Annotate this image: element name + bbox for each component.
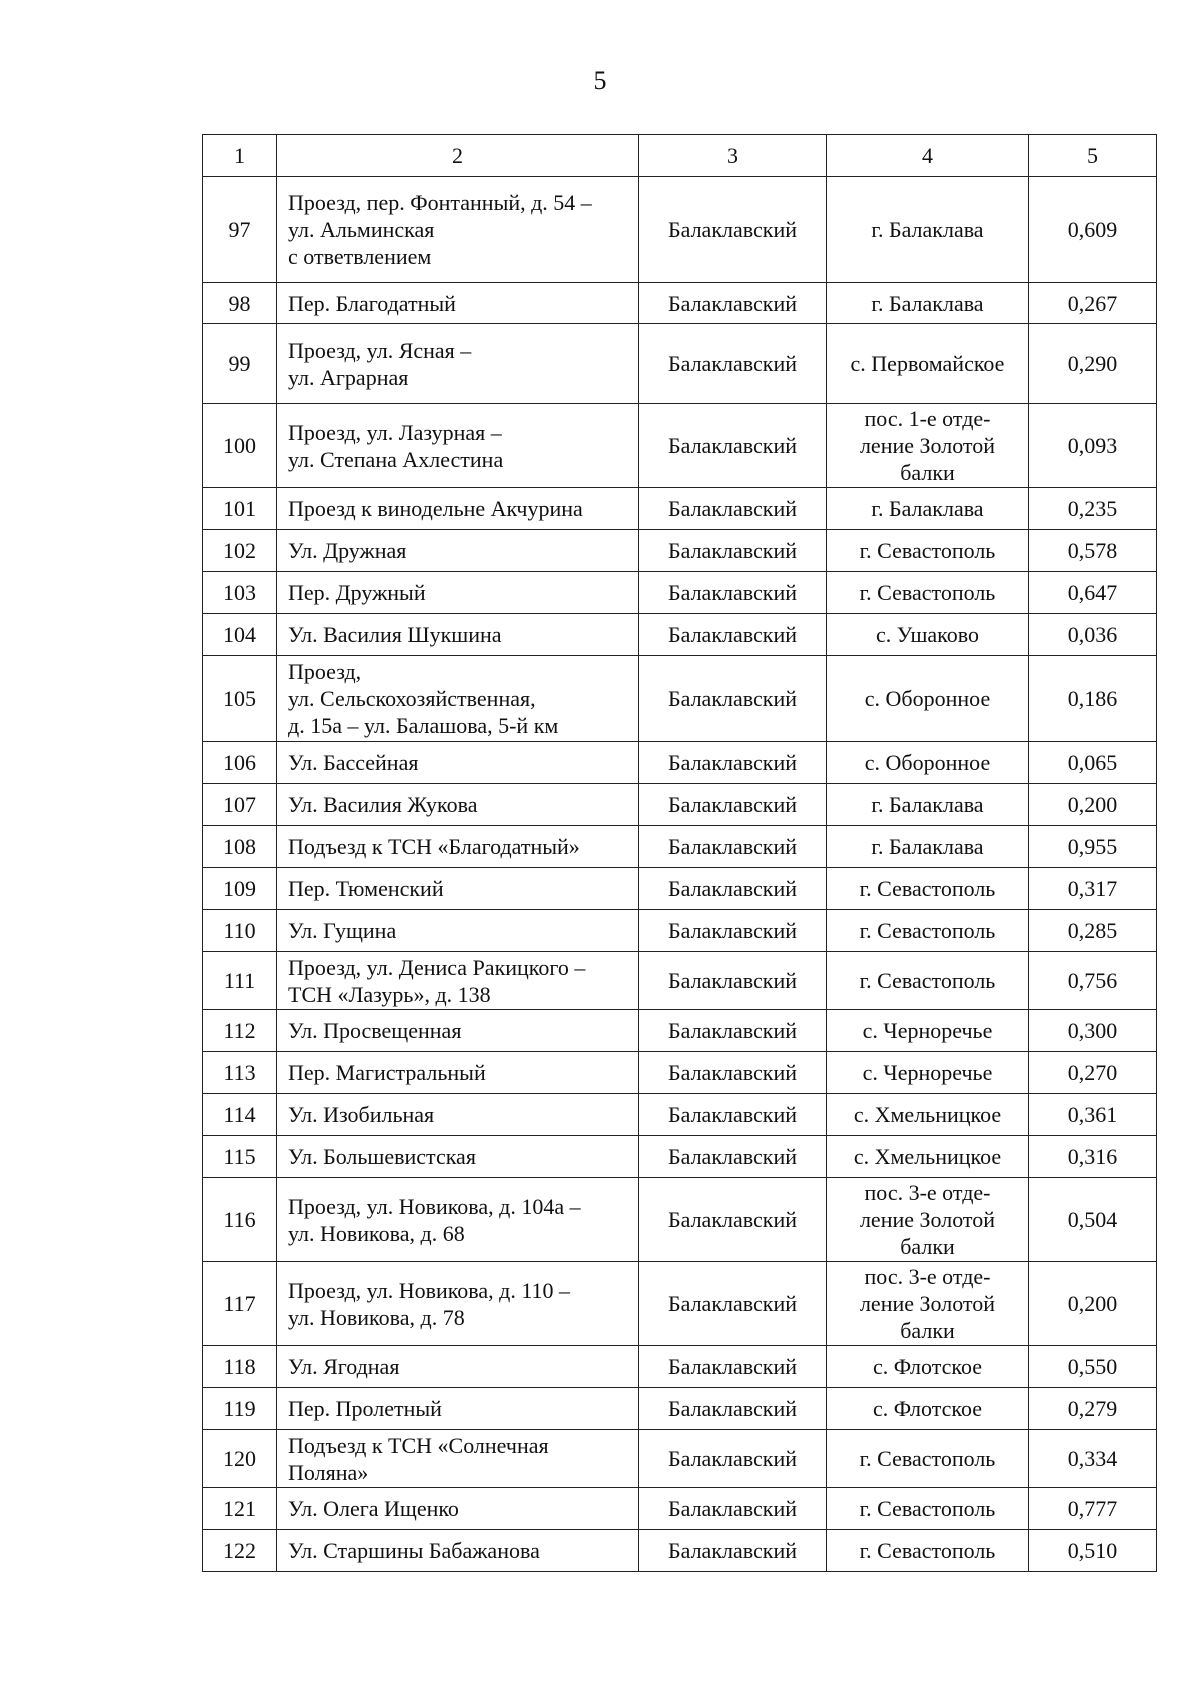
table-row [203, 1052, 1157, 1094]
table-row [203, 614, 1157, 656]
road-name-line: Пер. Тюменский [288, 876, 444, 901]
row-number: 117 [203, 1262, 277, 1346]
road-name-line: Пер. Благодатный [288, 290, 456, 316]
locality [827, 1136, 1029, 1178]
road-length: 0,200 [1029, 1262, 1157, 1346]
district: Балаклавский [639, 177, 827, 283]
locality-line: с. Флотское [873, 1396, 982, 1421]
district: Балаклавский [639, 742, 827, 784]
header-col-4: 4 [827, 135, 1029, 177]
district: Балаклавский [639, 952, 827, 1010]
district: Балаклавский [639, 614, 827, 656]
road-name [277, 1388, 639, 1430]
header-col-3: 3 [639, 135, 827, 177]
road-length: 0,267 [1029, 283, 1157, 324]
locality-line: с. Черноречье [862, 1060, 993, 1085]
road-name [277, 530, 639, 572]
district: Балаклавский [639, 1388, 827, 1430]
road-name-line: Ул. Василия Жукова [288, 792, 478, 817]
road-name-line: Пер. Дружный [288, 580, 426, 605]
road-name-line: д. 15а – ул. Балашова, 5-й км [288, 713, 559, 738]
locality [827, 530, 1029, 572]
road-name [277, 656, 639, 742]
table-row [203, 1488, 1157, 1530]
table-row [203, 1094, 1157, 1136]
road-name [277, 910, 639, 952]
locality-line: г. Балаклава [871, 290, 984, 316]
road-name [277, 283, 639, 324]
table-row [203, 952, 1157, 1010]
locality-line: с. Оборонное [864, 750, 991, 775]
row-number: 99 [203, 324, 277, 404]
table-row [203, 283, 1157, 324]
locality-line: пос. 3-е отде- [864, 1180, 991, 1205]
road-name [277, 404, 639, 488]
table-row [203, 1430, 1157, 1488]
row-number: 112 [203, 1010, 277, 1052]
road-length: 0,955 [1029, 826, 1157, 868]
locality [827, 826, 1029, 868]
road-name-line: Ул. Дружная [288, 538, 407, 563]
locality-line: г. Севастополь [859, 918, 996, 943]
locality [827, 1052, 1029, 1094]
header-row [203, 135, 1157, 177]
road-length: 0,647 [1029, 572, 1157, 614]
header-col-2: 2 [277, 135, 639, 177]
row-number: 101 [203, 488, 277, 530]
road-length: 0,186 [1029, 656, 1157, 742]
locality [827, 1346, 1029, 1388]
locality [827, 283, 1029, 324]
district: Балаклавский [639, 1094, 827, 1136]
table-row [203, 1178, 1157, 1262]
locality-line: г. Севастополь [859, 538, 996, 563]
district: Балаклавский [639, 324, 827, 404]
table-body [203, 177, 1157, 1572]
road-name-line: ул. Новикова, д. 78 [288, 1304, 465, 1330]
road-name-line: ул. Альминская [288, 217, 435, 242]
locality-line: г. Севастополь [859, 876, 996, 901]
road-name-line: Ул. Изобильная [288, 1102, 435, 1127]
table-row [203, 488, 1157, 530]
road-name [277, 784, 639, 826]
district: Балаклавский [639, 572, 827, 614]
table-row [203, 1262, 1157, 1346]
row-number: 114 [203, 1094, 277, 1136]
road-name [277, 1094, 639, 1136]
road-length: 0,235 [1029, 488, 1157, 530]
locality [827, 324, 1029, 404]
row-number: 97 [203, 177, 277, 283]
locality-line: ление Золотой [859, 433, 996, 458]
road-name [277, 868, 639, 910]
locality-line: г. Балаклава [871, 834, 984, 859]
district: Балаклавский [639, 1010, 827, 1052]
road-name-line: ТСН «Лазурь», д. 138 [288, 981, 491, 1007]
locality-line: ление Золотой [859, 1291, 996, 1316]
row-number: 122 [203, 1530, 277, 1572]
locality-line: с. Хмельницкое [853, 1102, 1002, 1127]
district: Балаклавский [639, 1488, 827, 1530]
road-name [277, 1430, 639, 1488]
road-name [277, 1346, 639, 1388]
locality [827, 1530, 1029, 1572]
road-name-line: Подъезд к ТСН «Благодатный» [288, 834, 580, 859]
locality [827, 910, 1029, 952]
road-length: 0,093 [1029, 404, 1157, 488]
locality-line: г. Севастополь [859, 1446, 996, 1471]
locality-line: с. Оборонное [864, 686, 991, 711]
locality [827, 1178, 1029, 1262]
locality [827, 1262, 1029, 1346]
row-number: 120 [203, 1430, 277, 1488]
road-length: 0,036 [1029, 614, 1157, 656]
road-name-line: Ул. Большевистская [288, 1144, 476, 1169]
locality-line: балки [900, 1234, 955, 1259]
locality [827, 656, 1029, 742]
road-length: 0,065 [1029, 742, 1157, 784]
locality [827, 1388, 1029, 1430]
road-name-line: Проезд, [288, 659, 362, 684]
row-number: 110 [203, 910, 277, 952]
locality-line: балки [900, 460, 955, 485]
road-name-line: ул. Сельскохозяйственная, [288, 686, 536, 711]
row-number: 98 [203, 283, 277, 324]
locality-line: г. Севастополь [859, 580, 996, 605]
table-row [203, 1136, 1157, 1178]
locality-line: г. Балаклава [871, 217, 984, 242]
row-number: 100 [203, 404, 277, 488]
header-col-5: 5 [1029, 135, 1157, 177]
road-name-line: Ул. Бассейная [288, 750, 419, 775]
table-row [203, 656, 1157, 742]
district: Балаклавский [639, 1346, 827, 1388]
locality-line: с. Первомайское [850, 351, 1005, 376]
row-number: 107 [203, 784, 277, 826]
road-name [277, 1010, 639, 1052]
locality [827, 1010, 1029, 1052]
road-name [277, 1262, 639, 1346]
road-name [277, 614, 639, 656]
district: Балаклавский [639, 283, 827, 324]
row-number: 121 [203, 1488, 277, 1530]
locality [827, 1488, 1029, 1530]
locality-line: с. Черноречье [862, 1018, 993, 1043]
road-name [277, 488, 639, 530]
roads-table [202, 134, 1157, 1572]
road-name [277, 177, 639, 283]
road-name-line: Ул. Просвещенная [288, 1018, 462, 1043]
road-length: 0,578 [1029, 530, 1157, 572]
road-name [277, 1178, 639, 1262]
locality [827, 742, 1029, 784]
locality-line: балки [900, 1318, 955, 1343]
district: Балаклавский [639, 488, 827, 530]
road-name-line: Ул. Ягодная [288, 1354, 400, 1379]
district: Балаклавский [639, 1052, 827, 1094]
table-row [203, 404, 1157, 488]
road-name [277, 952, 639, 1010]
locality-line: с. Флотское [873, 1354, 982, 1379]
road-length: 0,200 [1029, 784, 1157, 826]
row-number: 109 [203, 868, 277, 910]
road-name-line: Ул. Василия Шукшина [288, 622, 502, 647]
road-length: 0,334 [1029, 1430, 1157, 1488]
page-number: 5 [593, 66, 607, 95]
row-number: 104 [203, 614, 277, 656]
road-length: 0,300 [1029, 1010, 1157, 1052]
table-row [203, 1010, 1157, 1052]
road-name-line: Проезд, ул. Дениса Ракицкого – [288, 954, 586, 980]
district: Балаклавский [639, 656, 827, 742]
road-length: 0,285 [1029, 910, 1157, 952]
road-length: 0,270 [1029, 1052, 1157, 1094]
row-number: 105 [203, 656, 277, 742]
row-number: 108 [203, 826, 277, 868]
road-length: 0,510 [1029, 1530, 1157, 1572]
locality [827, 1094, 1029, 1136]
road-name-line: Проезд, ул. Новикова, д. 104а – [288, 1193, 581, 1219]
district: Балаклавский [639, 1136, 827, 1178]
road-name-line: Ул. Старшины Бабажанова [288, 1538, 540, 1563]
road-length: 0,361 [1029, 1094, 1157, 1136]
road-length: 0,504 [1029, 1178, 1157, 1262]
row-number: 116 [203, 1178, 277, 1262]
locality-line: с. Хмельницкое [853, 1144, 1002, 1169]
road-length: 0,550 [1029, 1346, 1157, 1388]
road-name [277, 1052, 639, 1094]
row-number: 113 [203, 1052, 277, 1094]
road-name-line: Ул. Гущина [288, 918, 397, 943]
locality [827, 952, 1029, 1010]
row-number: 102 [203, 530, 277, 572]
table-row [203, 910, 1157, 952]
locality-line: г. Севастополь [859, 1496, 996, 1521]
road-name-line: ул. Степана Ахлестина [288, 446, 504, 472]
district: Балаклавский [639, 1262, 827, 1346]
road-name-line: с ответвлением [288, 244, 432, 269]
locality-line: ление Золотой [859, 1207, 996, 1232]
road-name [277, 1530, 639, 1572]
row-number: 106 [203, 742, 277, 784]
road-name-line: Подъезд к ТСН «Солнечная [288, 1432, 549, 1458]
road-name [277, 1488, 639, 1530]
table-row [203, 1346, 1157, 1388]
locality-line: г. Севастополь [859, 968, 996, 993]
locality [827, 1430, 1029, 1488]
row-number: 103 [203, 572, 277, 614]
road-length: 0,609 [1029, 177, 1157, 283]
locality [827, 572, 1029, 614]
district: Балаклавский [639, 1430, 827, 1488]
locality-line: пос. 3-е отде- [864, 1264, 991, 1289]
row-number: 111 [203, 952, 277, 1010]
road-name-line: Проезд к винодельне Акчурина [288, 496, 583, 521]
locality [827, 784, 1029, 826]
table-row [203, 1388, 1157, 1430]
road-name [277, 742, 639, 784]
table-row [203, 742, 1157, 784]
table-row [203, 572, 1157, 614]
locality [827, 614, 1029, 656]
district: Балаклавский [639, 1530, 827, 1572]
locality [827, 488, 1029, 530]
district: Балаклавский [639, 404, 827, 488]
locality-line: г. Балаклава [871, 496, 984, 521]
district: Балаклавский [639, 868, 827, 910]
locality [827, 868, 1029, 910]
road-length: 0,317 [1029, 868, 1157, 910]
district: Балаклавский [639, 784, 827, 826]
road-name [277, 826, 639, 868]
road-name-line: Ул. Олега Ищенко [288, 1496, 459, 1521]
district: Балаклавский [639, 1178, 827, 1262]
table-row [203, 826, 1157, 868]
row-number: 119 [203, 1388, 277, 1430]
road-length: 0,316 [1029, 1136, 1157, 1178]
row-number: 118 [203, 1346, 277, 1388]
row-number: 115 [203, 1136, 277, 1178]
road-name-line: ул. Новикова, д. 68 [288, 1220, 465, 1246]
district: Балаклавский [639, 826, 827, 868]
road-name-line: ул. Аграрная [288, 364, 409, 390]
table-row [203, 1530, 1157, 1572]
road-name-line: Пер. Магистральный [288, 1060, 486, 1085]
road-name-line: Пер. Пролетный [288, 1396, 442, 1421]
road-length: 0,777 [1029, 1488, 1157, 1530]
table-row [203, 868, 1157, 910]
table-row [203, 784, 1157, 826]
locality-line: г. Балаклава [871, 792, 984, 817]
locality [827, 404, 1029, 488]
road-length: 0,290 [1029, 324, 1157, 404]
road-name-line: Проезд, ул. Лазурная – [288, 419, 502, 445]
road-name [277, 324, 639, 404]
road-length: 0,279 [1029, 1388, 1157, 1430]
district: Балаклавский [639, 910, 827, 952]
table-row [203, 530, 1157, 572]
locality [827, 177, 1029, 283]
district: Балаклавский [639, 530, 827, 572]
locality-line: пос. 1-е отде- [864, 406, 991, 431]
road-name [277, 572, 639, 614]
road-length: 0,756 [1029, 952, 1157, 1010]
road-name-line: Проезд, пер. Фонтанный, д. 54 – [288, 190, 592, 215]
locality-line: г. Севастополь [859, 1538, 996, 1563]
road-name-line: Проезд, ул. Ясная – [288, 337, 472, 363]
road-name-line: Поляна» [288, 1459, 369, 1485]
table-row [203, 177, 1157, 283]
road-name-line: Проезд, ул. Новикова, д. 110 – [288, 1277, 571, 1303]
road-name [277, 1136, 639, 1178]
locality-line: с. Ушаково [876, 622, 979, 647]
header-col-1: 1 [203, 135, 277, 177]
table-row [203, 324, 1157, 404]
